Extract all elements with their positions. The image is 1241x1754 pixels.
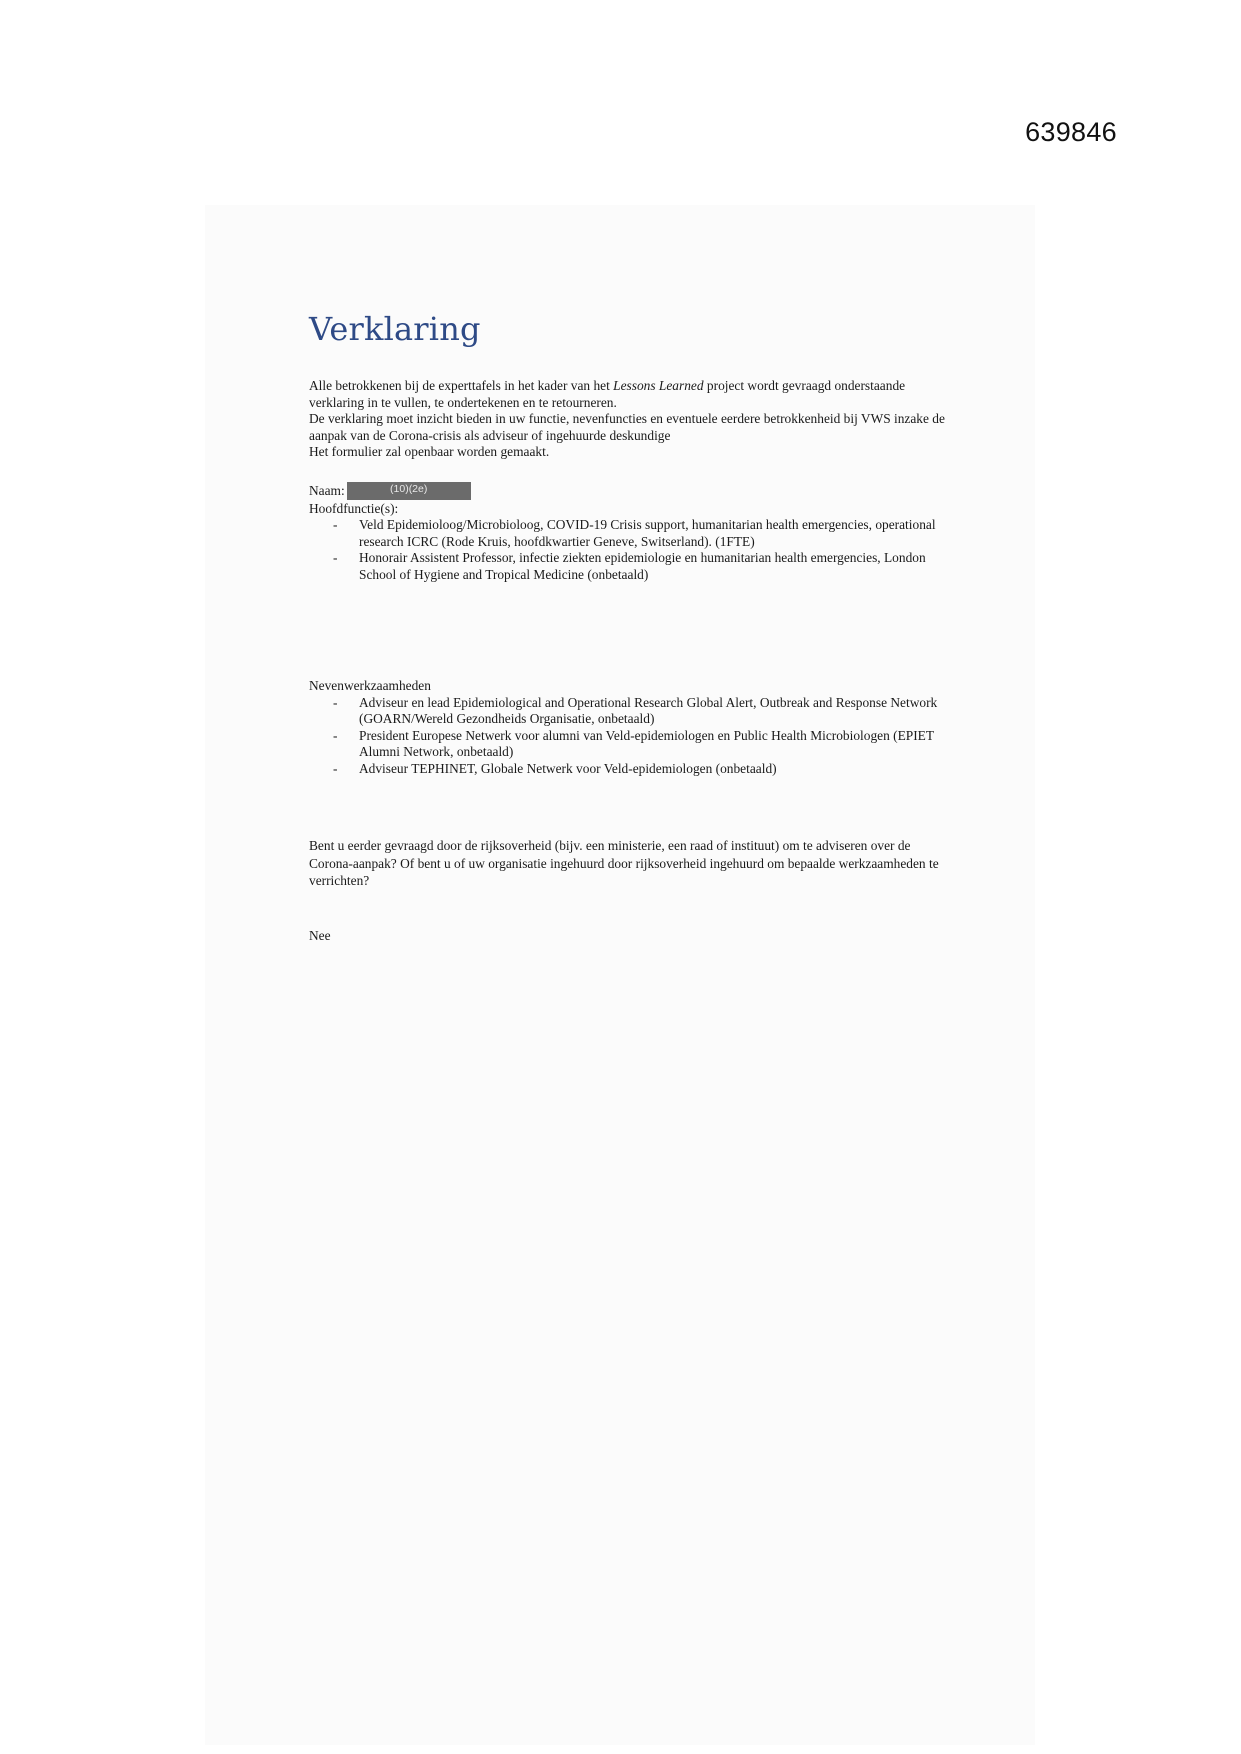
intro-text-after: project wordt gevraagd onderstaande verklaring in te vullen, te ondertekenen en te retourneren. bbox=[309, 378, 906, 410]
question-text: Bent u eerder gevraagd door de rijksoverheid (bijv. een ministerie, een raad of instituut) om te adviseren over de Corona-aanpak? Of bent u of uw organisatie ingehuurd door rijksoverheid ingehuurd om bepaalde werkzaamheden te verrichten? bbox=[309, 838, 939, 888]
list-item bbox=[309, 695, 949, 728]
list-dash: - bbox=[333, 517, 338, 532]
list-item-text: President Europese Netwerk voor alumni van Veld-epidemiologen en Public Health Microbiologen (EPIET Alumni Network, onbetaald) bbox=[359, 727, 934, 759]
list-item bbox=[309, 761, 949, 778]
list-item-text: Veld Epidemioloog/Microbioloog, COVID-19 Crisis support, humanitarian health emergencies, operational research ICRC (Rode Kruis, hoofdkwartier Geneve, Switserland). (1FTE) bbox=[359, 517, 936, 549]
list-dash: - bbox=[333, 694, 338, 710]
list-dash: - bbox=[333, 550, 338, 565]
document-id: 639846 bbox=[1025, 117, 1117, 147]
answer-text: Nee bbox=[309, 927, 331, 943]
intro-text: Alle betrokkenen bij de experttafels in het kader van het bbox=[309, 378, 614, 393]
nevenwerk-list bbox=[309, 695, 949, 778]
nevenwerk-section bbox=[309, 678, 949, 777]
list-item bbox=[309, 728, 949, 761]
list-dash: - bbox=[333, 760, 338, 776]
intro-line-3: Het formulier zal openbaar worden gemaakt. bbox=[309, 444, 550, 459]
document-title: Verklaring bbox=[309, 310, 481, 348]
name-row bbox=[309, 483, 949, 501]
hoofdfunctie-label: Hoofdfunctie(s): bbox=[309, 500, 399, 516]
list-item-text: Honorair Assistent Professor, infectie ziekten epidemiologie en humanitarian health emergencies, London School of Hygiene and Tropical Medicine (onbetaald) bbox=[359, 550, 926, 582]
list-item bbox=[309, 550, 949, 583]
list-item-text: Adviseur TEPHINET, Globale Netwerk voor Veld-epidemiologen (onbetaald) bbox=[359, 760, 777, 776]
name-label: Naam: bbox=[309, 483, 345, 499]
list-item bbox=[309, 517, 949, 550]
intro-line-2: De verklaring moet inzicht bieden in uw functie, nevenfuncties en eventuele eerdere betrokkenheid bij VWS inzake de aanpak van de Corona-crisis als adviseur of ingehuurde deskundige bbox=[309, 411, 945, 443]
intro-italic-text: Lessons Learned bbox=[613, 378, 704, 393]
list-item-text: Adviseur en lead Epidemiological and Operational Research Global Alert, Outbreak and Response Network (GOARN/Wereld Gezondheids Organisatie, onbetaald) bbox=[359, 694, 938, 726]
hoofdfunctie-list bbox=[309, 517, 949, 583]
list-dash: - bbox=[333, 727, 338, 743]
document-body bbox=[309, 300, 949, 957]
nevenwerk-label: Nevenwerkzaamheden bbox=[309, 678, 431, 693]
intro-line-1 bbox=[309, 378, 949, 411]
intro-paragraph bbox=[309, 378, 949, 461]
name-redaction-box: (10)(2e) bbox=[347, 482, 471, 500]
